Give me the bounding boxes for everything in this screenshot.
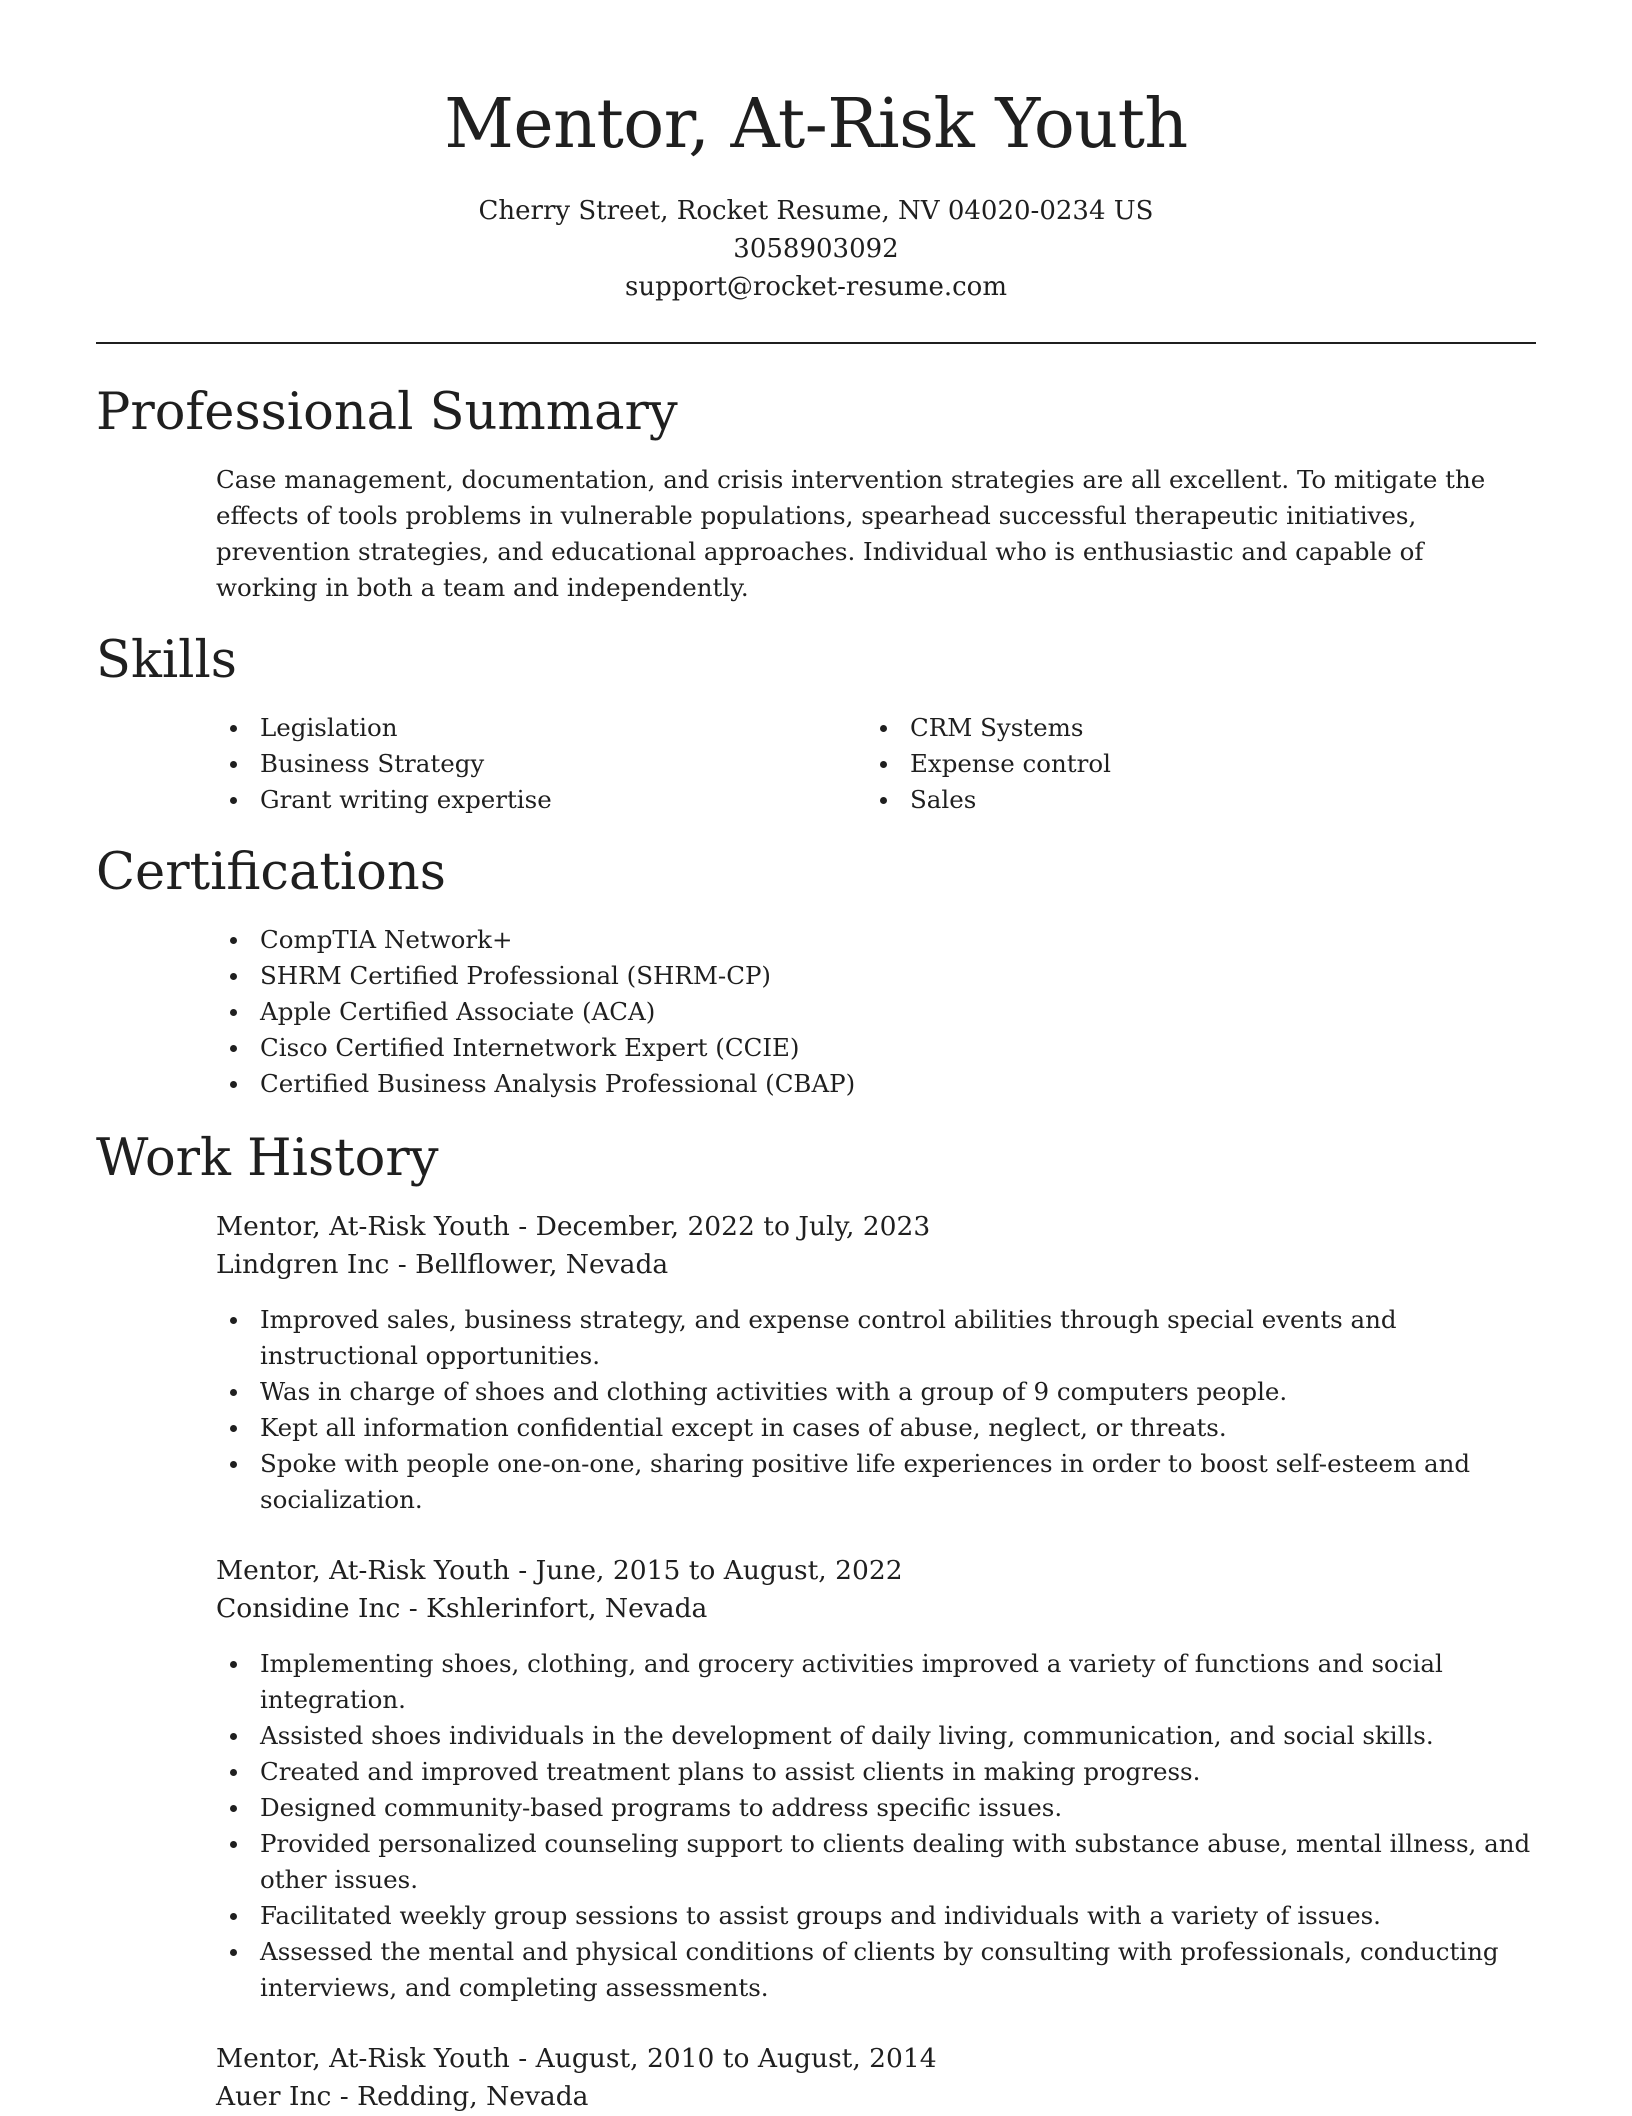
certification-item: SHRM Certified Professional (SHRM-CP) [216, 958, 855, 994]
job-company-line [216, 1590, 707, 1628]
contact-block [0, 192, 1632, 306]
job-title-line [216, 1552, 903, 1590]
job-role: Mentor, At-Risk Youth [216, 1211, 510, 1242]
contact-address: Cherry Street, Rocket Resume, NV 04020-0234 US [478, 196, 1154, 226]
summary-heading: Professional Summary [96, 383, 678, 442]
certification-item: Certified Business Analysis Professional (CBAP) [216, 1066, 855, 1102]
job-bullets [216, 1646, 1536, 2006]
skill-item: Expense control [866, 746, 1111, 782]
job-bullet: Was in charge of shoes and clothing activities with a group of 9 computers people. [216, 1374, 1536, 1410]
job-bullet: Provided personalized counseling support to clients dealing with substance abuse, mental illness, and other issues. [216, 1826, 1536, 1898]
skills-column-left [216, 710, 552, 818]
job-location: - Kshlerinfort, Nevada [400, 1593, 708, 1624]
skills-column-right [866, 710, 1111, 818]
job-role: Mentor, At-Risk Youth [216, 1555, 510, 1586]
summary-text: Case management, documentation, and crisis intervention strategies are all excellent. To mitigate the effects of tools problems in vulnerable populations, spearhead successful therapeutic initiatives, prevention strategies, and educational approaches. Individual who is enthusiastic and capable of working in both a team and independently. [216, 465, 1486, 602]
job-dates: - June, 2015 to August, 2022 [509, 1555, 903, 1586]
skills-heading: Skills [96, 631, 237, 690]
skill-item: Legislation [216, 710, 552, 746]
certification-item: CompTIA Network+ [216, 922, 855, 958]
job-bullet: Implementing shoes, clothing, and grocery activities improved a variety of functions and social integration. [216, 1646, 1536, 1718]
job-bullet: Designed community-based programs to address specific issues. [216, 1790, 1536, 1826]
job-bullet: Assisted shoes individuals in the development of daily living, communication, and social skills. [216, 1718, 1536, 1754]
job-title-line [216, 1208, 930, 1246]
job-location: - Redding, Nevada [331, 2081, 589, 2112]
job-bullet: Assessed the mental and physical conditions of clients by consulting with professionals, conducting interviews, and completing assessments. [216, 1934, 1536, 2006]
certification-item: Cisco Certified Internetwork Expert (CCIE) [216, 1030, 855, 1066]
contact-email: support@rocket-resume.com [624, 272, 1007, 302]
certification-item: Apple Certified Associate (ACA) [216, 994, 855, 1030]
skill-item: CRM Systems [866, 710, 1111, 746]
job-role: Mentor, At-Risk Youth [216, 2043, 510, 2074]
job-bullet: Created and improved treatment plans to assist clients in making progress. [216, 1754, 1536, 1790]
job-bullet: Spoke with people one-on-one, sharing positive life experiences in order to boost self-esteem and socialization. [216, 1446, 1536, 1518]
header-divider [96, 342, 1536, 344]
contact-phone: 3058903092 [733, 234, 899, 264]
job-dates: - August, 2010 to August, 2014 [509, 2043, 937, 2074]
job-company: Auer Inc [216, 2081, 332, 2112]
job-company: Considine Inc [216, 1593, 401, 1624]
job-dates: - December, 2022 to July, 2023 [509, 1211, 931, 1242]
job-location: - Bellflower, Nevada [389, 1249, 669, 1280]
work-history-heading: Work History [96, 1129, 439, 1188]
job-company-line [216, 1246, 668, 1284]
skill-item: Business Strategy [216, 746, 552, 782]
job-bullet: Improved sales, business strategy, and expense control abilities through special events and instructional opportunities. [216, 1302, 1536, 1374]
certifications-heading: Certifications [96, 843, 446, 902]
job-company-line [216, 2078, 588, 2116]
certifications-list [216, 922, 855, 1102]
candidate-name: Mentor, At-Risk Youth [444, 85, 1188, 164]
job-bullet: Facilitated weekly group sessions to assist groups and individuals with a variety of issues. [216, 1898, 1536, 1934]
skill-item: Grant writing expertise [216, 782, 552, 818]
job-company: Lindgren Inc [216, 1249, 390, 1280]
skill-item: Sales [866, 782, 1111, 818]
job-bullets [216, 1302, 1536, 1518]
job-title-line [216, 2040, 937, 2078]
job-bullet: Kept all information confidential except in cases of abuse, neglect, or threats. [216, 1410, 1536, 1446]
